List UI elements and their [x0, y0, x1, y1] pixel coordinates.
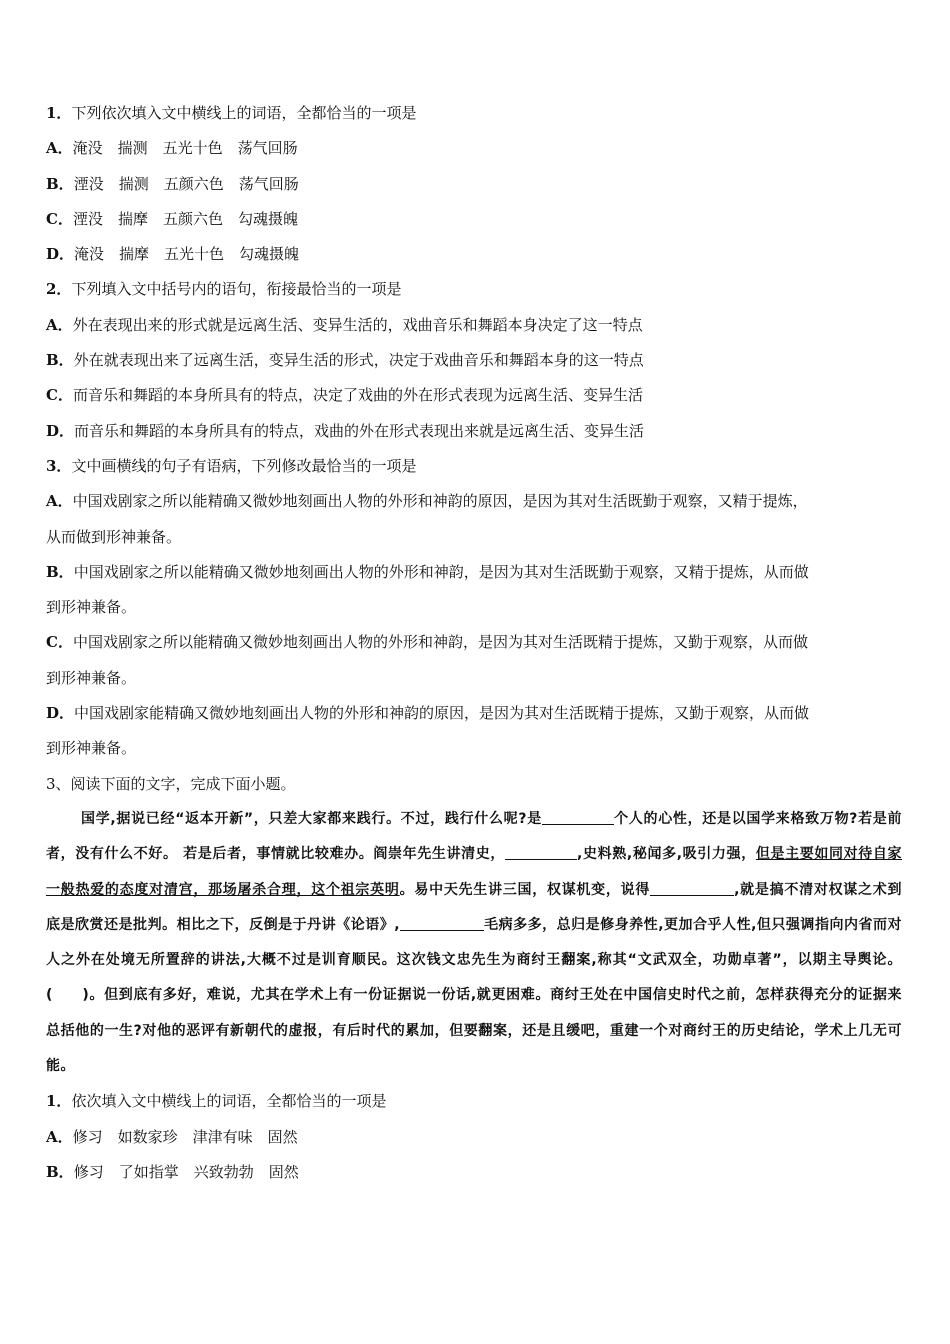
option-d [46, 414, 902, 449]
option-text: 中国戏剧家之所以能精确又微妙地刻画出人物的外形和神韵，是因为其对生活既勤于观察，又精于提炼，从而做 [73, 562, 809, 581]
option-c-line1 [46, 625, 902, 660]
question-number: 1． [46, 104, 72, 122]
option-text: 修习 如数家珍 津津有味 固然 [72, 1127, 298, 1146]
passage-text: ,史料熟,秘闻多,吸引力强， [577, 846, 756, 863]
option-c [46, 202, 902, 237]
option-label: A． [46, 139, 73, 158]
passage-text: 毛病多多，总归是修身养性,更加合乎人性,但只强调指向内省而对人之外在处境无所置辞的讲法,大概不过是训育顺民。这次钱文忠先生为商纣王翻案,称其“文武双全，功勋卓著”，以期主导舆论。( )。但到底有多好，难说，尤其在学术上有一份证据说一份话,就更困难。商纣王处在中国信史时代之前，怎样获得充分的证据来总括他的一生?对他的恶评有新朝代的虚报，有后时代的累加，但要翻案，还是且缓吧，重建一个对商纣王的历史结论，学术上几无可能。 [46, 916, 902, 1075]
option-d-line1 [46, 696, 902, 731]
option-label: B． [46, 562, 74, 581]
option-label: B． [46, 1162, 74, 1181]
option-label: B． [46, 351, 74, 370]
fill-blank [542, 810, 614, 825]
question-number: 3． [46, 456, 72, 475]
question-1 [46, 96, 902, 131]
option-a [46, 1120, 902, 1155]
question-stem: 文中画横线的句子有语病，下列修改最恰当的一项是 [71, 456, 417, 475]
option-b [46, 167, 902, 202]
passage-text: 。易中天先生讲三国，权谋机变，说得 [399, 881, 651, 898]
option-text: 外在表现出来的形式就是远离生活、变异生活的，戏曲音乐和舞蹈本身决定了这一特点 [72, 315, 643, 334]
option-text: 淹没 揣测 五光十色 荡气回肠 [72, 139, 298, 158]
reading-passage [46, 802, 902, 1084]
question-2 [46, 272, 902, 307]
option-label: D． [46, 245, 75, 264]
passage-text: 国学,据说已经“返本开新”，只差大家都来践行。不过，践行什么呢?是 [81, 810, 542, 827]
option-label: B． [46, 174, 74, 193]
option-b [46, 343, 902, 378]
option-label: A． [46, 315, 73, 334]
option-text: 湮没 揣摩 五颜六色 勾魂摄魄 [72, 209, 298, 228]
option-text: 而音乐和舞蹈的本身所具有的特点，戏曲的外在形式表现出来就是远离生活、变异生活 [74, 421, 645, 440]
option-b [46, 1155, 902, 1190]
option-text: 湮没 揣测 五颜六色 荡气回肠 [73, 174, 299, 193]
passage-text: ,就是搞不清对权谋之术到底是欣赏还是批判。相比之下，反倒是于丹讲《论语》, [46, 881, 903, 933]
option-text: 而音乐和舞蹈的本身所具有的特点，决定了戏曲的外在形式表现为远离生活、变异生活 [72, 386, 643, 405]
option-a-line1 [46, 484, 902, 519]
option-label: A． [46, 492, 73, 511]
option-a [46, 131, 902, 166]
underlined-sentence: 但是主要如同对待自家一般热爱的态度对清宫，那场屠杀合理，这个祖宗英明 [46, 846, 902, 898]
option-label: C． [46, 633, 73, 652]
question-3 [46, 449, 902, 484]
question-number: 1． [46, 1092, 72, 1111]
option-d-line2: 到形神兼备。 [46, 739, 137, 758]
question-stem: 下列填入文中括号内的语句，衔接最恰当的一项是 [71, 280, 402, 299]
option-label: C． [46, 386, 73, 405]
option-text: 中国戏剧家之所以能精确又微妙地刻画出人物的外形和神韵，是因为其对生活既精于提炼，又勤于观察，从而做 [72, 633, 808, 652]
option-a-line2: 从而做到形神兼备。 [46, 527, 182, 546]
option-text: 中国戏剧家之所以能精确又微妙地刻画出人物的外形和神韵的原因，是因为其对生活既勤于观察，又精于提炼， [72, 492, 808, 511]
option-b-line2: 到形神兼备。 [46, 598, 137, 617]
fill-blank [400, 916, 484, 931]
question-number: 2． [46, 280, 72, 299]
option-text: 中国戏剧家能精确又微妙地刻画出人物的外形和神韵的原因，是因为其对生活既精于提炼，又勤于观察，从而做 [74, 704, 810, 723]
fill-blank [650, 881, 734, 896]
option-c [46, 378, 902, 413]
option-label: A． [46, 1127, 73, 1146]
question-stem: 下列依次填入文中横线上的词语，全都恰当的一项是 [71, 104, 417, 122]
option-label: C． [46, 209, 73, 228]
question-1 [46, 1084, 902, 1119]
option-text: 外在就表现出来了远离生活，变异生活的形式，决定于戏曲音乐和舞蹈本身的这一特点 [73, 351, 644, 370]
option-text: 淹没 揣摩 五光十色 勾魂摄魄 [74, 245, 300, 264]
question-stem: 依次填入文中横线上的词语，全都恰当的一项是 [71, 1092, 387, 1111]
option-text: 修习 了如指掌 兴致勃勃 固然 [73, 1162, 299, 1181]
option-d [46, 237, 902, 272]
option-a [46, 308, 902, 343]
option-label: D． [46, 421, 75, 440]
text-column [46, 96, 902, 1190]
section-heading: 3、阅读下面的文字，完成下面小题。 [46, 774, 296, 793]
option-b-line1 [46, 555, 902, 590]
fill-blank [505, 845, 577, 860]
passage-text: 个人的心性，还是以国学来格致万物?若是前者，没有什么不好。 若是后者，事情就比较难办。阎崇年先生讲清史， [46, 810, 903, 863]
option-c-line2: 到形神兼备。 [46, 668, 137, 687]
option-label: D． [46, 704, 75, 723]
